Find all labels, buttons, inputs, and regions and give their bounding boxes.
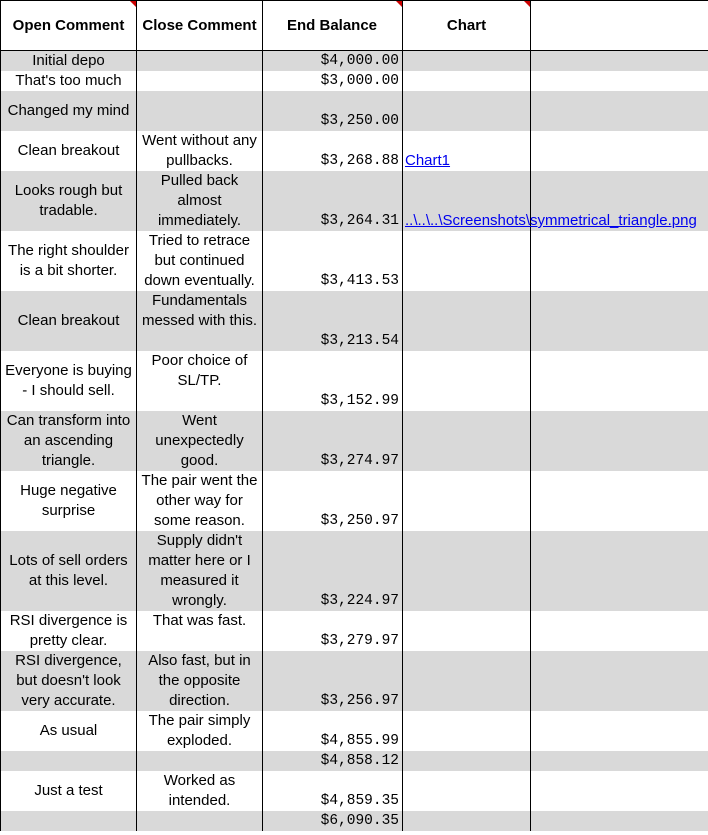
table-row [1,231,708,291]
end-balance-cell[interactable] [263,291,403,351]
end-balance-cell-text: $4,855.99 [320,733,399,749]
close-comment-cell-text: Worked as intended. [163,772,236,809]
close-comment-cell[interactable] [137,711,263,751]
chart-cell[interactable] [403,91,531,131]
end-balance-cell-text: $3,213.54 [320,333,399,349]
end-balance-cell[interactable] [263,91,403,131]
open-comment-cell-text: Changed my mind [7,102,130,119]
chart-cell[interactable] [403,651,531,711]
chart-cell[interactable] [403,51,531,72]
chart-cell[interactable] [403,171,697,231]
chart-cell[interactable] [403,611,531,651]
end-balance-cell[interactable] [263,651,403,711]
open-comment-cell[interactable] [1,811,137,831]
open-comment-cell-text: As usual [39,722,98,739]
open-comment-cell-text: Just a test [34,782,103,799]
open-comment-cell[interactable] [1,291,137,351]
open-comment-cell-text: That's too much [15,72,122,89]
end-balance-cell[interactable] [263,171,403,231]
open-comment-cell-text: Can transform into an ascending triangle. [6,412,131,469]
open-comment-cell-text: RSI divergence, but doesn't look very accurate. [15,652,122,709]
empty-cell[interactable] [531,531,708,611]
close-comment-cell[interactable] [137,651,263,711]
chart-cell[interactable] [403,351,531,411]
chart-cell[interactable] [403,751,531,771]
end-balance-cell-text: $3,256.97 [320,693,399,709]
end-balance-cell-text: $3,152.99 [320,393,399,409]
end-balance-cell[interactable] [263,51,403,72]
header-open-comment-label: Open Comment [12,16,125,34]
empty-cell[interactable] [531,91,708,131]
comment-marker[interactable] [130,1,136,7]
open-comment-cell-text: RSI divergence is pretty clear. [9,612,128,649]
table-row [1,411,708,471]
empty-cell[interactable] [531,291,708,351]
close-comment-cell[interactable] [137,751,263,771]
end-balance-cell-text: $3,224.97 [320,593,399,609]
end-balance-cell[interactable] [263,611,403,651]
empty-cell[interactable] [531,411,708,471]
open-comment-cell[interactable] [1,131,137,171]
open-comment-cell-text: Lots of sell orders at this level. [9,552,128,589]
end-balance-cell[interactable] [263,231,403,291]
header-end-balance[interactable] [263,1,403,51]
empty-cell[interactable] [531,711,708,751]
close-comment-cell-text: Supply didn't matter here or I measured it wrongly. [148,532,251,609]
table-row [1,771,708,811]
end-balance-cell[interactable] [263,771,403,811]
end-balance-cell[interactable] [263,531,403,611]
open-comment-cell[interactable] [1,171,137,231]
open-comment-cell[interactable] [1,471,137,531]
open-comment-cell[interactable] [1,231,137,291]
open-comment-cell[interactable] [1,51,137,72]
close-comment-cell-text: That was fast. [152,612,247,629]
end-balance-cell-text: $3,264.31 [320,213,399,229]
close-comment-cell-text: Poor choice of SL/TP. [151,352,248,389]
end-balance-cell-text: $6,090.35 [320,813,399,829]
close-comment-cell[interactable] [137,91,263,131]
end-balance-cell[interactable] [263,131,403,171]
open-comment-cell[interactable] [1,711,137,751]
chart-cell[interactable] [403,131,531,171]
end-balance-cell-text: $3,000.00 [320,73,399,89]
close-comment-cell[interactable] [137,171,263,231]
close-comment-cell[interactable] [137,411,263,471]
chart-cell[interactable] [403,411,531,471]
end-balance-cell[interactable] [263,751,403,771]
open-comment-cell[interactable] [1,411,137,471]
header-close-comment-label: Close Comment [142,16,257,34]
end-balance-cell[interactable] [263,711,403,751]
close-comment-cell-text: Pulled back almost immediately. [157,172,242,229]
end-balance-cell-text: $3,268.88 [320,153,399,169]
table-row [1,751,708,771]
open-comment-cell[interactable] [1,771,137,811]
close-comment-cell[interactable] [137,51,263,72]
chart-cell[interactable] [403,811,531,831]
chart-cell[interactable] [403,71,531,91]
empty-cell[interactable] [531,71,708,91]
close-comment-cell[interactable] [137,771,263,811]
header-row [1,1,708,51]
open-comment-cell-text: Clean breakout [17,142,120,159]
end-balance-cell-text: $3,250.97 [320,513,399,529]
header-close-comment[interactable] [137,1,263,51]
table-row [1,51,708,72]
close-comment-cell[interactable] [137,811,263,831]
empty-cell[interactable] [531,351,708,411]
end-balance-cell-text: $3,274.97 [320,453,399,469]
close-comment-cell[interactable] [137,471,263,531]
open-comment-cell-text: Everyone is buying - I should sell. [5,362,132,399]
chart-cell[interactable] [403,471,531,531]
open-comment-cell[interactable] [1,611,137,651]
table-row [1,171,708,231]
open-comment-cell[interactable] [1,71,137,91]
close-comment-cell-text: Tried to retrace but continued down eventually. [144,232,255,289]
chart-cell[interactable] [403,291,531,351]
end-balance-cell-text: $3,279.97 [320,633,399,649]
close-comment-cell[interactable] [137,131,263,171]
table-row [1,651,708,711]
close-comment-cell[interactable] [137,71,263,91]
empty-cell[interactable] [531,231,708,291]
end-balance-cell[interactable] [263,471,403,531]
chart-cell[interactable] [403,531,531,611]
open-comment-cell-text: Clean breakout [17,312,120,329]
open-comment-cell[interactable] [1,531,137,611]
empty-cell[interactable] [531,51,708,72]
header-chart[interactable] [403,1,531,51]
end-balance-cell-text: $3,413.53 [320,273,399,289]
close-comment-cell-text: The pair simply exploded. [148,712,251,749]
close-comment-cell[interactable] [137,351,263,411]
chart-cell[interactable] [403,231,531,291]
end-balance-cell[interactable] [263,351,403,411]
header-empty[interactable] [531,1,708,51]
chart-cell[interactable] [403,771,531,811]
table-row [1,471,708,531]
end-balance-cell-text: $4,858.12 [320,753,399,769]
close-comment-cell-text: The pair went the other way for some reason. [141,472,258,529]
table-row [1,91,708,131]
table-row [1,71,708,91]
open-comment-cell-text: Huge negative surprise [20,482,117,519]
end-balance-cell-text: $3,250.00 [320,113,399,129]
header-chart-label: Chart [446,16,487,34]
empty-cell[interactable] [531,651,708,711]
empty-cell[interactable] [531,471,708,531]
empty-cell[interactable] [531,751,708,771]
open-comment-cell[interactable] [1,351,137,411]
empty-cell[interactable] [531,771,708,811]
empty-cell[interactable] [531,131,708,171]
end-balance-cell[interactable] [263,811,403,831]
end-balance-cell-text: $4,859.35 [320,793,399,809]
table-row [1,351,708,411]
table-row [1,131,708,171]
close-comment-cell[interactable] [137,231,263,291]
comment-marker[interactable] [524,1,530,7]
chart-hyperlink[interactable]: Chart1 [405,152,451,169]
header-end-balance-label: End Balance [286,16,378,34]
end-balance-cell[interactable] [263,411,403,471]
open-comment-cell-text: Initial depo [32,52,105,69]
open-comment-cell-text: Looks rough but tradable. [14,182,123,219]
table-row [1,291,708,351]
open-comment-cell[interactable] [1,751,137,771]
open-comment-cell-text: The right shoulder is a bit shorter. [8,242,129,279]
empty-cell[interactable] [531,811,708,831]
close-comment-cell[interactable] [137,531,263,611]
close-comment-cell-text: Went unexpectedly good. [155,412,244,469]
close-comment-cell-text: Fundamentals messed with this. [141,292,258,329]
end-balance-cell[interactable] [263,71,403,91]
close-comment-cell-text: Went without any pullbacks. [142,132,257,169]
table-row [1,811,708,831]
close-comment-cell[interactable] [137,611,263,651]
empty-cell[interactable] [531,611,708,651]
table-row [1,611,708,651]
header-open-comment[interactable] [1,1,137,51]
close-comment-cell[interactable] [137,291,263,351]
open-comment-cell[interactable] [1,91,137,131]
chart-cell[interactable] [403,711,531,751]
end-balance-cell-text: $4,000.00 [320,53,399,69]
open-comment-cell[interactable] [1,651,137,711]
comment-marker[interactable] [396,1,402,7]
table-row [1,531,708,611]
chart-hyperlink[interactable]: ..\..\..\Screenshots\symmetrical_triangle.png [405,212,697,229]
table-row [1,711,708,751]
close-comment-cell-text: Also fast, but in the opposite direction. [148,652,251,709]
